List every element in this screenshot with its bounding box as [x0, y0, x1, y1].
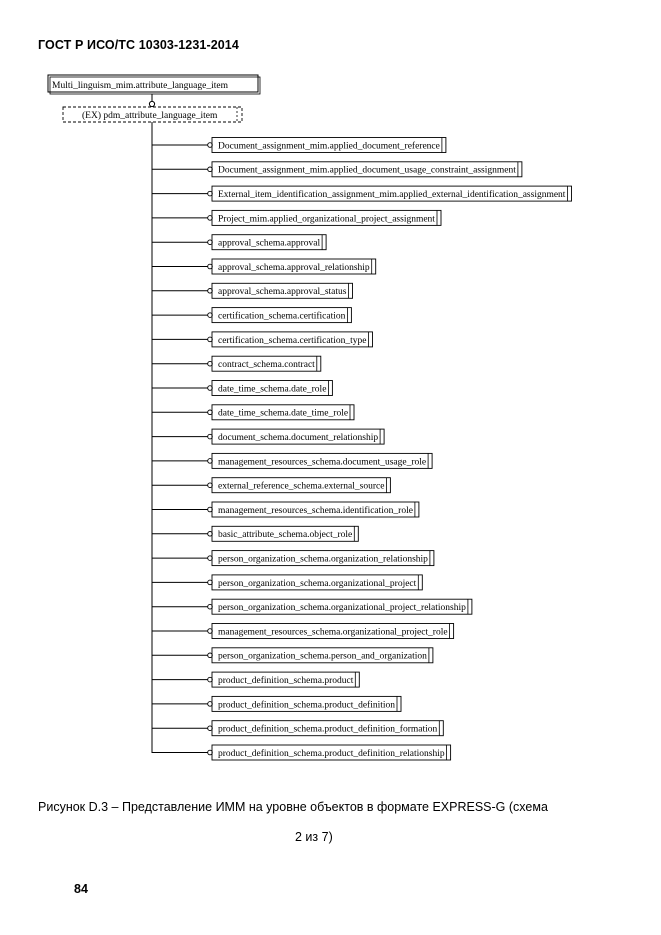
select-item-label: management_resources_schema.organizational_project_role — [218, 627, 448, 638]
select-item-label: person_organization_schema.organization_relationship — [218, 554, 428, 565]
select-item — [152, 405, 354, 420]
select-item — [152, 259, 376, 274]
select-item — [152, 478, 390, 493]
select-item-label: approval_schema.approval_status — [218, 287, 347, 298]
select-item-label: product_definition_schema.product — [218, 676, 354, 686]
page-number: 84 — [74, 882, 88, 896]
document-header: ГОСТ Р ИСО/ТС 10303-1231-2014 — [38, 38, 239, 52]
select-item-label: person_organization_schema.organizational_project — [218, 578, 417, 589]
select-item-label: management_resources_schema.document_usage_role — [218, 457, 427, 468]
select-item — [152, 575, 422, 590]
figure-caption-line2: 2 из 7) — [295, 830, 333, 844]
select-item-label: product_definition_schema.product_definition_relationship — [218, 748, 445, 759]
select-item-label: contract_schema.contract — [218, 360, 315, 371]
select-item-label: Document_assignment_mim.applied_document_usage_constraint_assignment — [218, 165, 516, 176]
select-item — [152, 138, 446, 153]
select-item — [152, 381, 332, 396]
select-item — [152, 745, 451, 760]
select-item — [152, 696, 401, 711]
select-type-box — [63, 107, 242, 122]
select-item-label: management_resources_schema.identification_role — [218, 505, 413, 516]
root-entity-box — [48, 75, 260, 94]
select-item — [152, 356, 321, 371]
select-item — [152, 429, 384, 444]
figure-caption-line1: Рисунок D.3 – Представление ИММ на уровне объектов в формате EXPRESS-G (схема — [38, 800, 548, 814]
select-item-label: certification_schema.certification_type — [218, 335, 367, 346]
select-item-label: person_organization_schema.organizational_project_relationship — [218, 603, 466, 614]
select-item — [152, 332, 373, 347]
select-item-label: External_item_identification_assignment_mim.applied_external_identification_assignment — [218, 190, 566, 200]
select-item — [152, 648, 433, 663]
root-entity-label: Multi_linguism_mim.attribute_language_item — [52, 81, 228, 91]
select-item-label: Project_mim.applied_organizational_project_assignment — [218, 214, 435, 225]
select-item-label: date_time_schema.date_role — [218, 384, 327, 395]
select-item — [152, 453, 432, 468]
select-item-label: approval_schema.approval — [218, 238, 321, 249]
select-items-list — [152, 138, 572, 761]
select-item-label: basic_attribute_schema.object_role — [218, 530, 353, 541]
root-to-select-connector — [149, 94, 154, 107]
select-item-label: date_time_schema.date_time_role — [218, 408, 349, 419]
select-item — [152, 551, 434, 566]
select-item-label: certification_schema.certification — [218, 311, 346, 322]
select-item-label: document_schema.document_relationship — [218, 433, 379, 443]
select-item — [152, 599, 472, 614]
select-item — [152, 186, 572, 201]
select-item-label: Document_assignment_mim.applied_document_reference — [218, 141, 440, 152]
select-item — [152, 308, 351, 323]
select-item — [152, 672, 359, 687]
select-type-label: (EX) pdm_attribute_language_item — [82, 111, 218, 121]
select-item — [152, 526, 358, 541]
select-item — [152, 210, 441, 225]
select-item-label: person_organization_schema.person_and_organization — [218, 651, 427, 662]
select-item-label: external_reference_schema.external_source — [218, 481, 385, 492]
select-item — [152, 721, 443, 736]
select-item — [152, 162, 522, 177]
select-item — [152, 502, 419, 517]
select-item — [152, 624, 454, 639]
select-item — [152, 283, 353, 298]
select-item-label: product_definition_schema.product_definition_formation — [218, 724, 438, 735]
select-item-label: approval_schema.approval_relationship — [218, 262, 370, 273]
select-item — [152, 235, 326, 250]
select-item-label: product_definition_schema.product_definition — [218, 700, 396, 711]
